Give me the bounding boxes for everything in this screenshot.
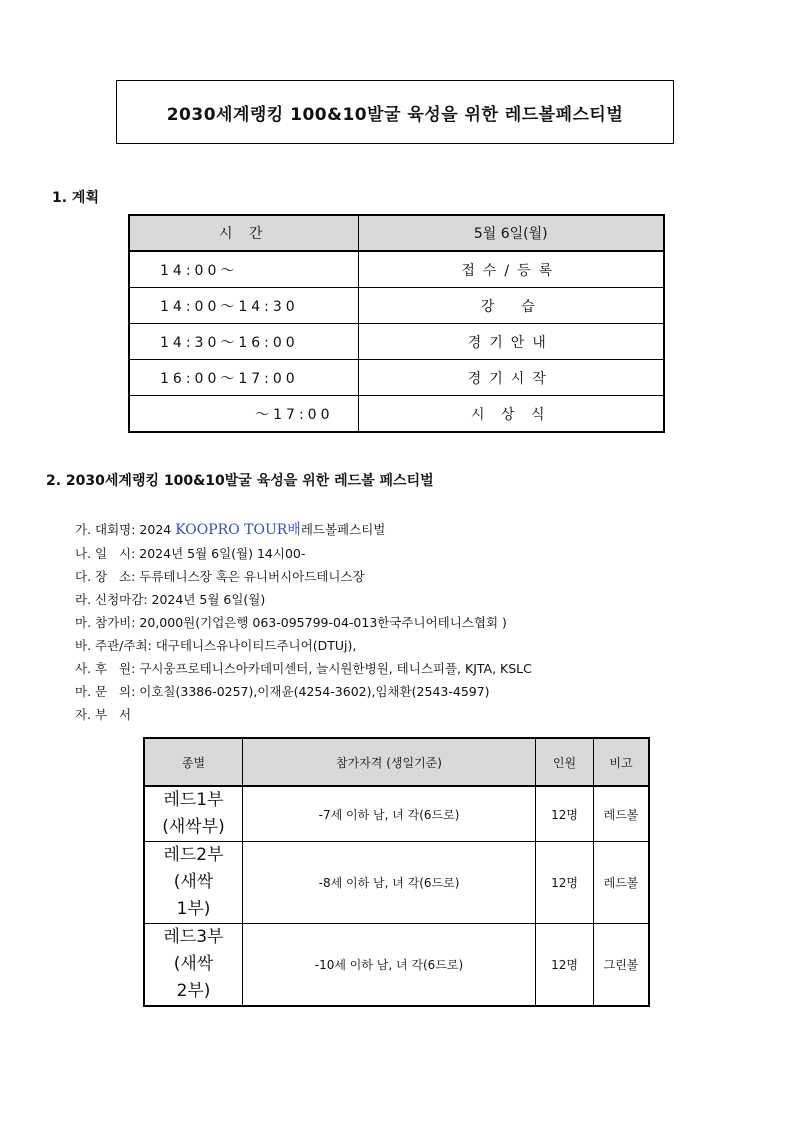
time-cell: 14:00～14:30 — [129, 288, 358, 324]
list-item: 가. 대회명: 2024 KOOPRO TOUR배레드볼페스티벌 — [75, 522, 386, 538]
table-row — [129, 396, 664, 433]
note-cell: 레드볼 — [594, 842, 650, 924]
list-item: 사. 후 원: 구시웅프로테니스아카데미센터, 늘시원한병원, 테니스피플, KJTA, KSLC — [75, 661, 532, 676]
table-row — [129, 324, 664, 360]
count-cell: 12명 — [536, 786, 594, 842]
list-item: 마. 문 의: 이호칠(3386-0257),이재윤(4254-3602),임채환(2543-4597) — [75, 684, 490, 699]
header-qualification: 참가자격 (생일기준) — [243, 738, 536, 786]
list-item: 마. 참가비: 20,000원(기업은행 063-095799-04-013한국주니어테니스협회 ) — [75, 615, 507, 630]
activity-cell: 강 습 — [358, 288, 664, 324]
activity-cell: 경기시작 — [358, 360, 664, 396]
table-row — [129, 251, 664, 288]
division-table — [143, 737, 650, 1007]
time-cell: ～17:00 — [129, 396, 358, 433]
header-division: 종별 — [144, 738, 243, 786]
count-cell: 12명 — [536, 924, 594, 1007]
list-item: 자. 부 서 — [75, 707, 132, 722]
note-cell: 레드볼 — [594, 786, 650, 842]
note-cell: 그린볼 — [594, 924, 650, 1007]
section1-heading: 1. 계획 — [52, 190, 99, 206]
time-cell: 14:00～ — [129, 251, 358, 288]
header-time: 시 간 — [129, 215, 358, 251]
count-cell: 12명 — [536, 842, 594, 924]
schedule-table — [128, 214, 665, 433]
table-row — [144, 924, 649, 1007]
qualification-cell: -8세 이하 남, 녀 각(6드로) — [243, 842, 536, 924]
section2-heading: 2. 2030세계랭킹 100&10발굴 육성을 위한 레드볼 페스티벌 — [46, 473, 434, 489]
time-cell: 16:00～17:00 — [129, 360, 358, 396]
activity-cell: 접수/등록 — [358, 251, 664, 288]
header-note: 비고 — [594, 738, 650, 786]
table-row — [129, 288, 664, 324]
list-item: 다. 장 소: 두류테니스장 혹은 유니버시아드테니스장 — [75, 569, 365, 584]
list-item: 나. 일 시: 2024년 5월 6일(월) 14시00- — [75, 546, 306, 561]
table-row — [144, 842, 649, 924]
division-name: 레드2부 (새싹 1부) — [144, 842, 243, 924]
activity-cell: 시 상 식 — [358, 396, 664, 433]
list-item: 바. 주관/주최: 대구테니스유나이티드주니어(DTUj), — [75, 638, 357, 653]
qualification-cell: -7세 이하 남, 녀 각(6드로) — [243, 786, 536, 842]
document-title: 2030세계랭킹 100&10발굴 육성을 위한 레드볼페스티벌 — [116, 80, 674, 144]
division-name: 레드3부 (새싹 2부) — [144, 924, 243, 1007]
time-cell: 14:30～16:00 — [129, 324, 358, 360]
table-row — [144, 786, 649, 842]
qualification-cell: -10세 이하 남, 녀 각(6드로) — [243, 924, 536, 1007]
table-row — [129, 360, 664, 396]
header-date: 5월 6일(월) — [358, 215, 664, 251]
activity-cell: 경기안내 — [358, 324, 664, 360]
header-count: 인원 — [536, 738, 594, 786]
list-item: 라. 신청마감: 2024년 5월 6일(월) — [75, 592, 266, 607]
division-name: 레드1부 (새싹부) — [144, 786, 243, 842]
event-details-list — [75, 518, 532, 726]
sponsor-highlight: KOOPRO TOUR배 — [175, 522, 301, 538]
